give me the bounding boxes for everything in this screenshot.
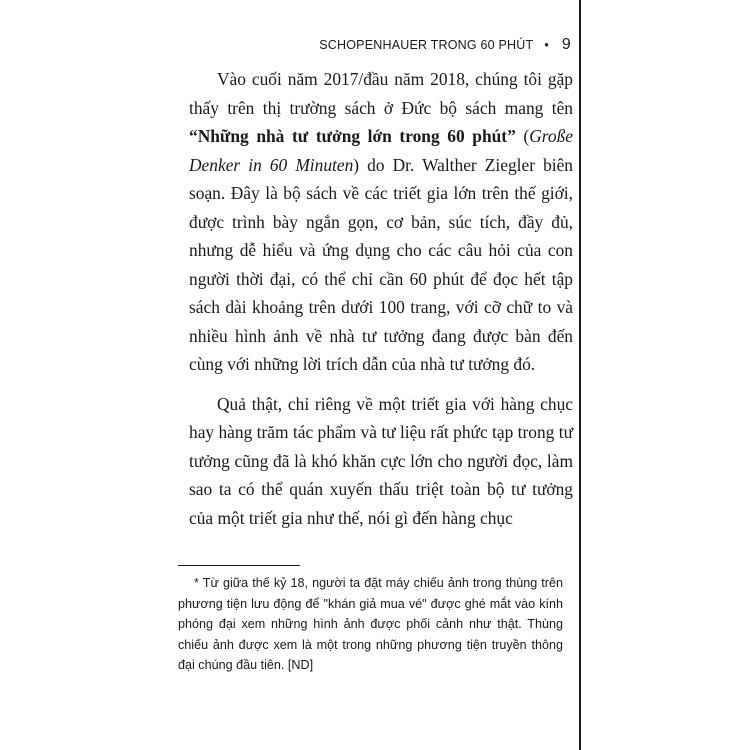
paragraph-1-rest: ) do Dr. Walther Ziegler biên soạn. Đây là bộ sách về các triết gia lớn trên thế giới, được trình bày ngắn gọn, cơ bản, súc tích, đầy đủ, nhưng dễ hiểu và ứng dụng cho các câu hỏi của con người thời đại, có thể chỉ cần 60 phút để đọc hết tập sách dài khoảng trên dưới 100 trang, với cỡ chữ to và nhiều hình ảnh về nhà tư tưởng đang được bàn đến cùng với những lời trích dẫn của nhà tư tưởng đó. bbox=[189, 154, 574, 374]
footnote bbox=[178, 573, 563, 676]
open-paren: ( bbox=[515, 126, 530, 146]
book-series-title: “Những nhà tư tưởng lớn trong 60 phút” bbox=[189, 126, 516, 146]
body-text bbox=[189, 65, 573, 532]
footnote-text: * Từ giữa thế kỷ 18, người ta đặt máy chiếu ảnh trong thùng trên phương tiện lưu động để "khán giả mua vé" được ghé mắt vào kính phóng đại xem những hình ảnh được phối cảnh như thật. Thùng chiếu ảnh được xem là một trong những phương tiện truyền thông đại chúng đầu tiên. [ND] bbox=[178, 576, 563, 672]
running-header bbox=[168, 36, 571, 54]
paragraph-2: Quả thật, chỉ riêng về một triết gia với hàng chục hay hàng trăm tác phẩm và tư liệu rất phức tạp trong tư tưởng cũng đã là khó khăn cực lớn cho người đọc, làm sao ta có thể quán xuyến thấu triệt toàn bộ tư tưởng của một triết gia như thế, nói gì đến hàng chục bbox=[189, 393, 573, 528]
page-edge bbox=[579, 0, 581, 750]
running-title: SCHOPENHAUER TRONG 60 PHÚT bbox=[319, 38, 534, 52]
book-page bbox=[168, 0, 580, 750]
footnote-divider bbox=[178, 565, 300, 566]
original-title: Große Denker in 60 Minuten bbox=[189, 126, 573, 175]
header-separator: • bbox=[544, 38, 549, 52]
paragraph-1 bbox=[189, 65, 573, 379]
page-number: 9 bbox=[561, 36, 571, 53]
paragraph-1-intro: Vào cuối năm 2017/đầu năm 2018, chúng tôi gặp thấy trên thị trường sách ở Đức bộ sách mang tên bbox=[189, 69, 573, 118]
